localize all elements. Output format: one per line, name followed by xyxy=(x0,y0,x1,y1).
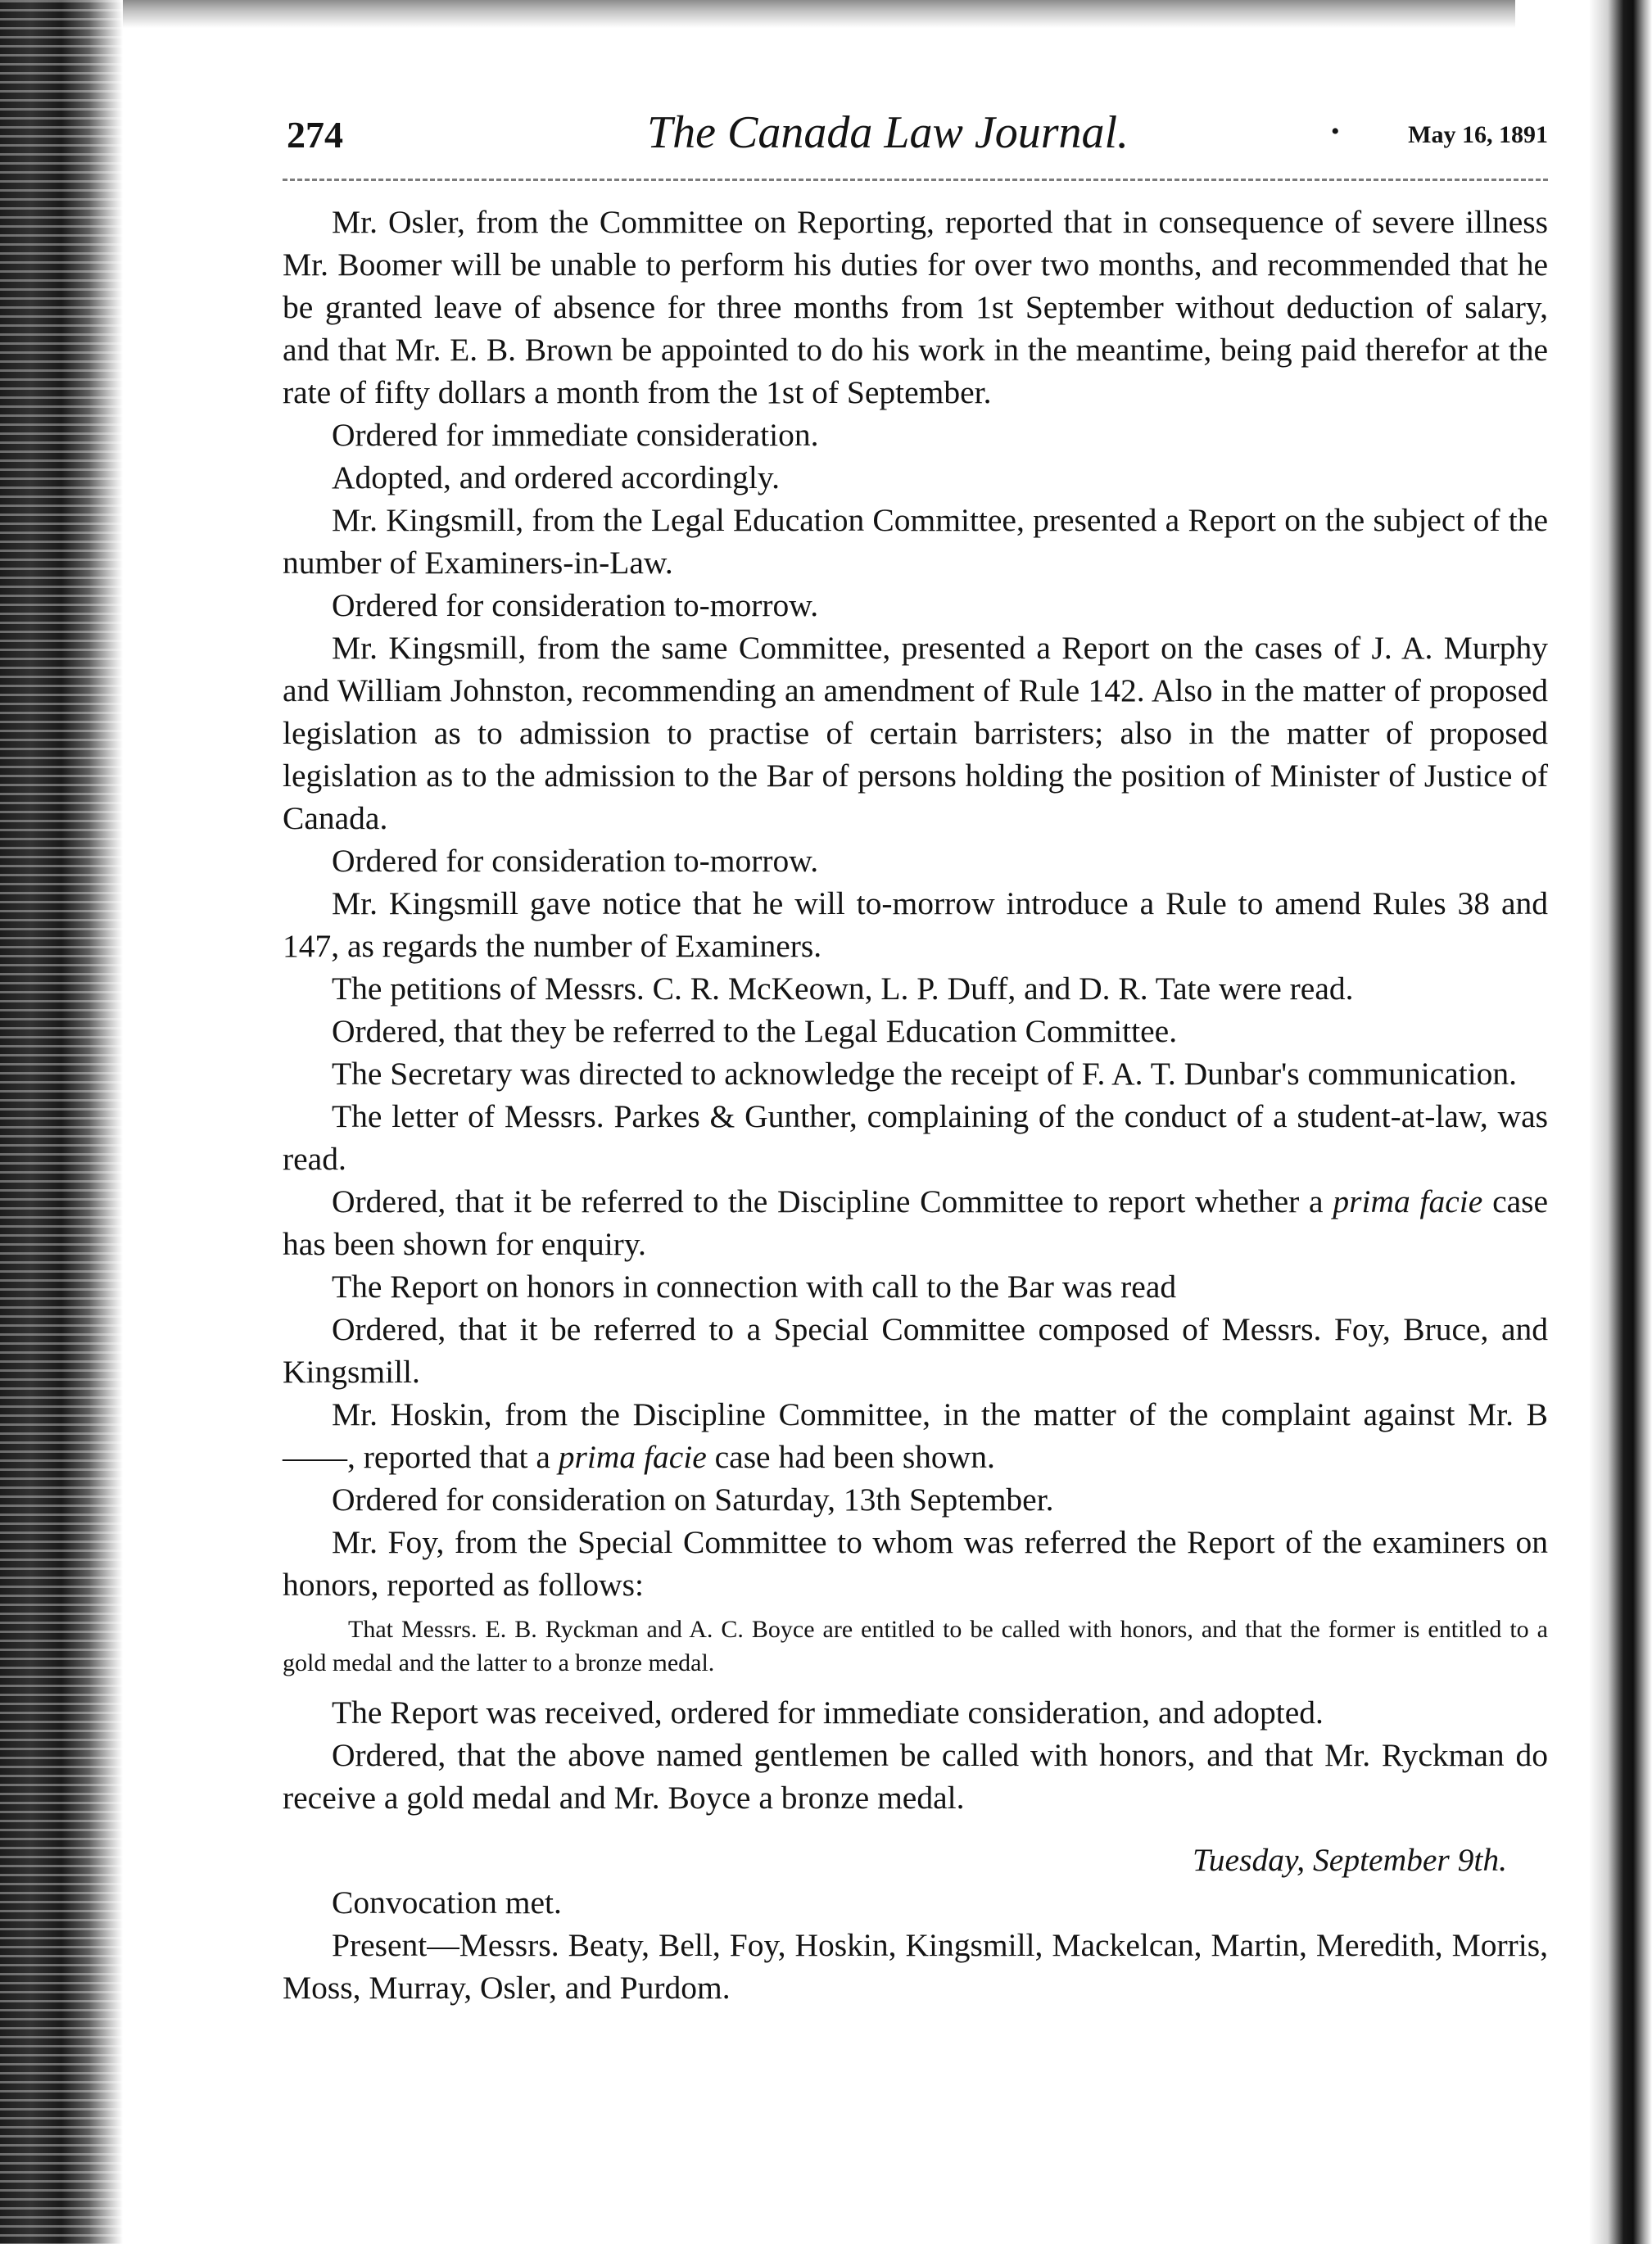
book-binding-shadow xyxy=(0,0,123,2244)
text-run: case had been shown. xyxy=(714,1439,995,1475)
running-head xyxy=(287,106,1548,164)
paragraph: Mr. Osler, from the Committee on Reporting, reported that in consequence of severe illness Mr. Boomer will be unable to perform his duties for over two months, and recommended that he be granted leave of absence for three months from 1st September without deduction of salary, and that Mr. E. B. Brown be appointed to do his work in the meantime, being paid therefor at the rate of fifty dollars a month from the 1st of September. xyxy=(283,204,1548,410)
scan-right-edge-shadow xyxy=(1589,0,1652,2244)
paragraph: Mr. Foy, from the Special Committee to whom was referred the Report of the examiners on honors, reported as follows: xyxy=(283,1524,1548,1603)
scan-top-edge-shadow xyxy=(123,0,1515,28)
paragraph-discipline xyxy=(283,1180,1548,1265)
issue-date: May 16, 1891 xyxy=(1408,121,1548,148)
paragraph: Ordered for consideration to-morrow. xyxy=(332,587,819,623)
paragraph: Mr. Kingsmill gave notice that he will to-morrow introduce a Rule to amend Rules 38 and 147, as regards the number of Examiners. xyxy=(283,885,1548,964)
header-rule xyxy=(283,179,1548,181)
paragraph: The Report on honors in connection with call to the Bar was read xyxy=(332,1269,1177,1305)
paragraph: Adopted, and ordered accordingly. xyxy=(332,459,780,495)
paragraph: The Secretary was directed to acknowledge the receipt of F. A. T. Dunbar's communication. xyxy=(332,1056,1518,1092)
header-bullet: • xyxy=(1331,118,1340,145)
text-run: case has been shown for enquiry. xyxy=(283,1183,1549,1262)
page-body xyxy=(283,201,1548,2009)
paragraph: Ordered, that it be referred to a Special Committee composed of Messrs. Foy, Bruce, and Kingsmill. xyxy=(283,1311,1548,1390)
paragraph: Ordered for consideration on Saturday, 13th September. xyxy=(332,1482,1054,1518)
dateline: Tuesday, September 9th. xyxy=(1193,1842,1507,1878)
paragraph: Ordered for immediate consideration. xyxy=(332,417,819,453)
paragraph: The letter of Messrs. Parkes & Gunther, complaining of the conduct of a student-at-law, was read. xyxy=(283,1098,1548,1177)
paragraph: Ordered for consideration to-morrow. xyxy=(332,843,819,879)
paragraph: The Report was received, ordered for immediate consideration, and adopted. xyxy=(332,1694,1324,1731)
page-number: 274 xyxy=(287,114,343,156)
italic-term: prima facie xyxy=(558,1439,707,1475)
journal-title: The Canada Law Journal. xyxy=(647,107,1129,158)
text-run: Mr. Hoskin, from the Discipline Committee, in the matter of the complaint against Mr. B——, reported that a xyxy=(283,1396,1548,1475)
italic-term: prima facie xyxy=(1333,1183,1483,1219)
paragraph: Ordered, that they be referred to the Legal Education Committee. xyxy=(332,1013,1178,1049)
paragraph: Convocation met. xyxy=(332,1884,562,1921)
text-run: Ordered, that it be referred to the Discipline Committee to report whether a xyxy=(332,1183,1324,1219)
paragraph: The petitions of Messrs. C. R. McKeown, L. P. Duff, and D. R. Tate were read. xyxy=(332,970,1354,1007)
paragraph: Ordered, that the above named gentlemen be called with honors, and that Mr. Ryckman do receive a gold medal and Mr. Boyce a bronze medal. xyxy=(283,1737,1548,1816)
honors-report-quote: That Messrs. E. B. Ryckman and A. C. Boyce are entitled to be called with honors, and that the former is entitled to a gold medal and the latter to a bronze medal. xyxy=(283,1616,1548,1676)
paragraph: Present—Messrs. Beaty, Bell, Foy, Hoskin, Kingsmill, Mackelcan, Martin, Meredith, Morris, Moss, Murray, Osler, and Purdom. xyxy=(283,1927,1548,2006)
paragraph-hoskin xyxy=(283,1393,1548,1478)
paragraph: Mr. Kingsmill, from the same Committee, presented a Report on the cases of J. A. Murphy and William Johnston, recommending an amendment of Rule 142. Also in the matter of proposed legislation as to admission to practise of certain barristers; also in the matter of proposed legislation as to the admission to the Bar of persons holding the position of Minister of Justice of Canada. xyxy=(283,630,1548,836)
paragraph: Mr. Kingsmill, from the Legal Education Committee, presented a Report on the subject of the number of Examiners-in-Law. xyxy=(283,502,1548,581)
